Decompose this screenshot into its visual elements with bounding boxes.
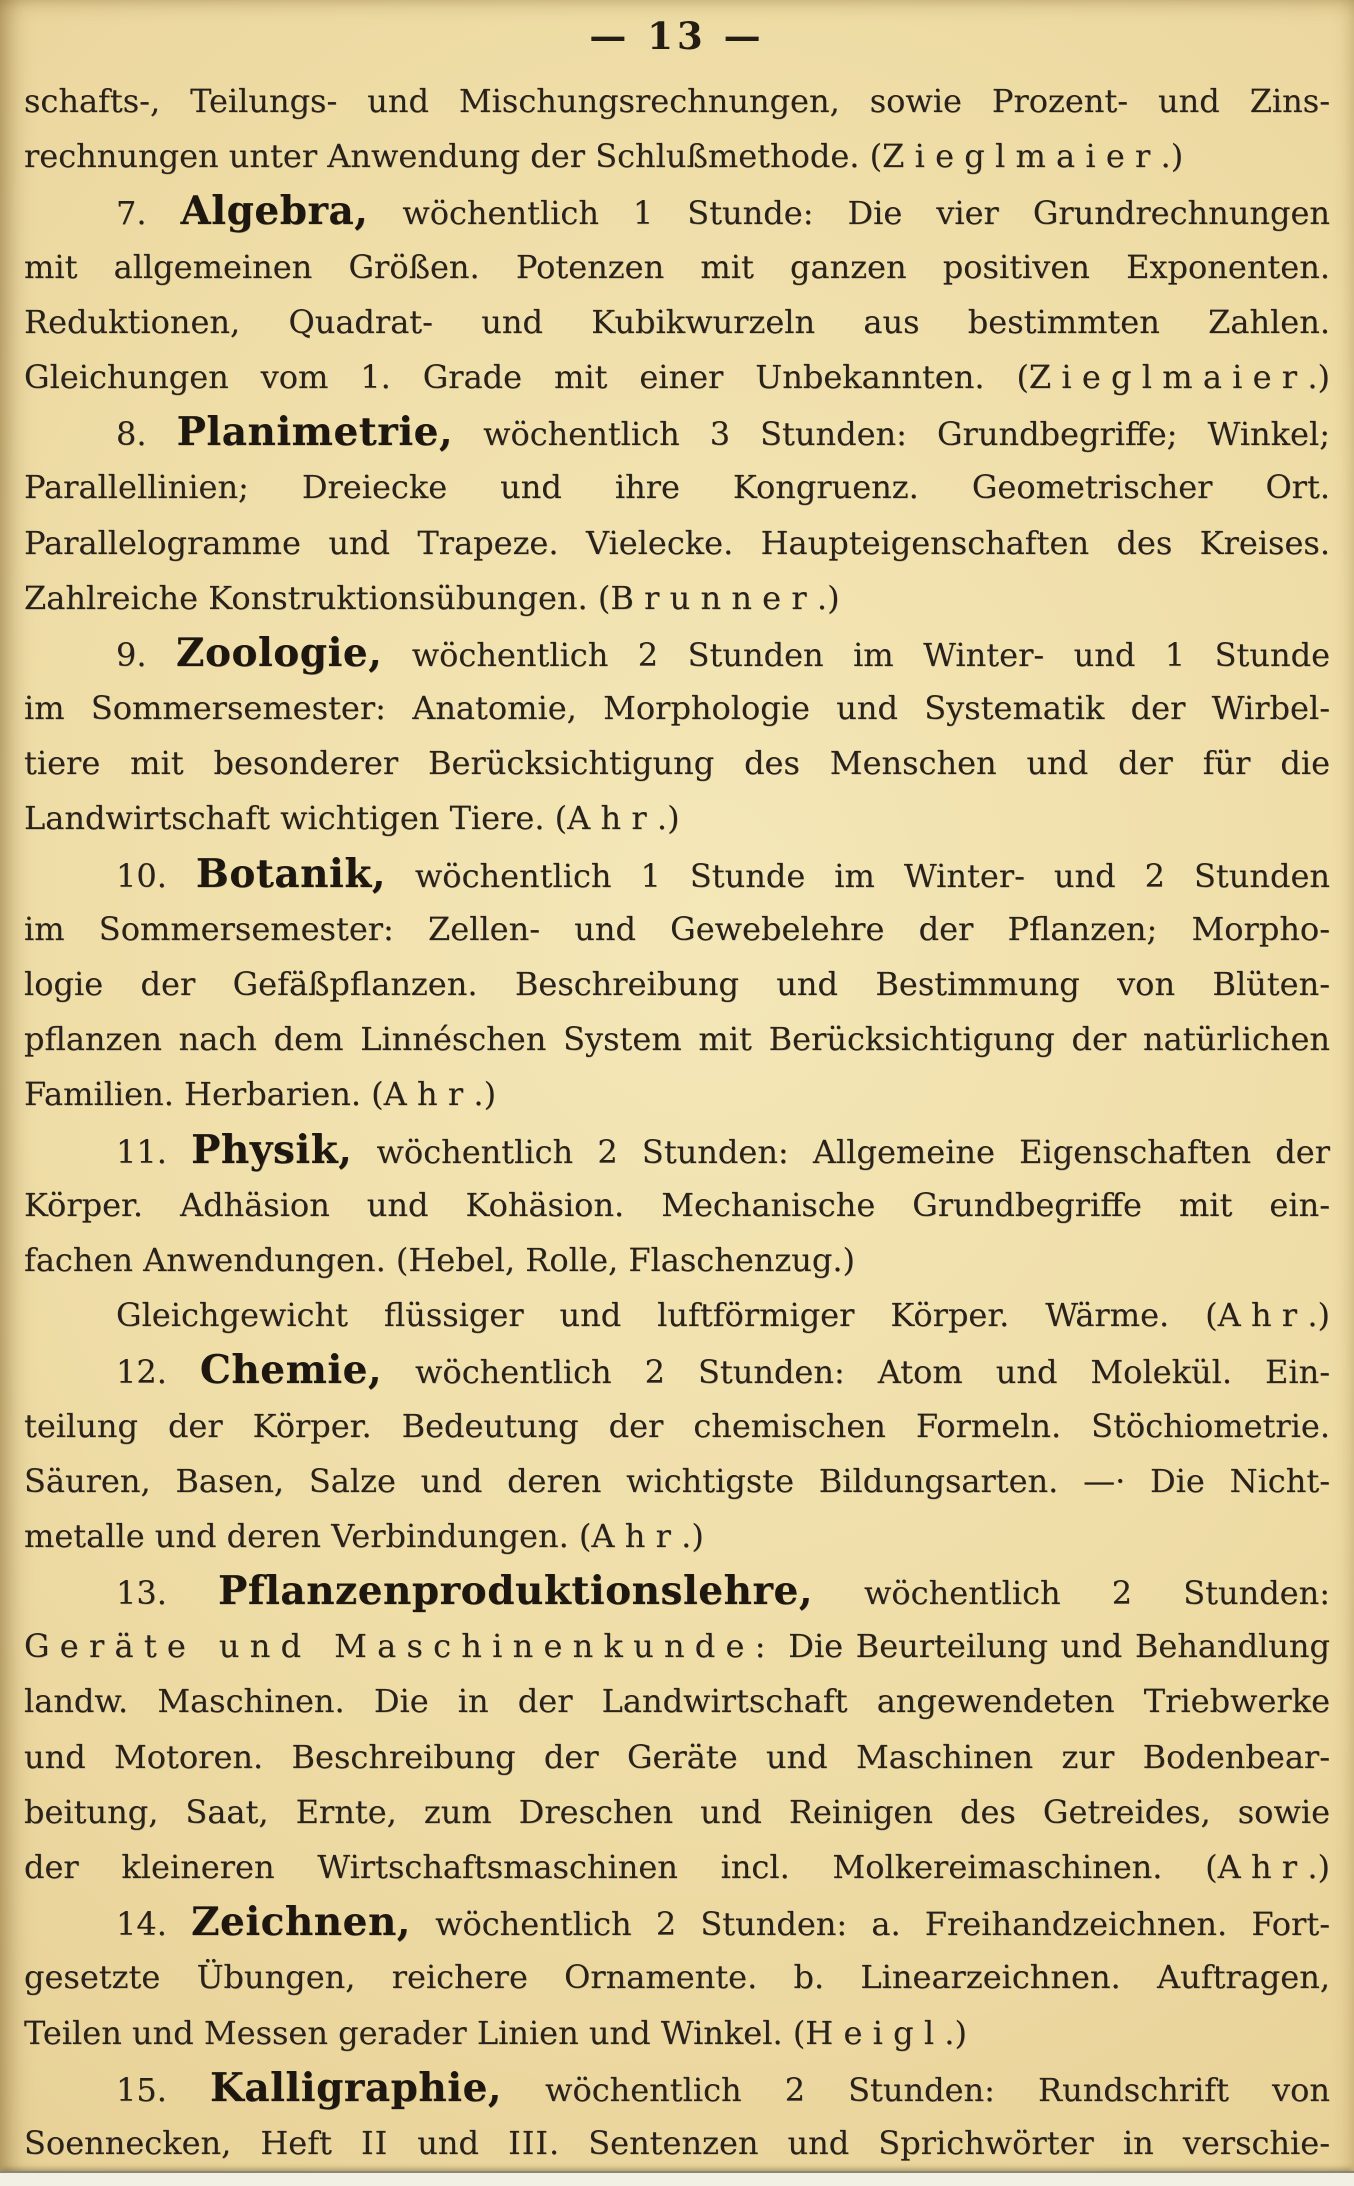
- text-segment: 8.: [116, 415, 177, 454]
- text-segment: der kleineren Wirtschaftsmaschinen incl. Molkereimaschinen. (: [24, 1848, 1218, 1886]
- text-line: [24, 184, 1330, 239]
- letterspaced-text: Geräte und Maschinenkunde:: [24, 1627, 776, 1666]
- roman-numeral: III: [508, 2123, 549, 2162]
- text-line: [24, 2006, 1330, 2061]
- text-segment: 7.: [116, 194, 181, 233]
- text-line: [24, 847, 1330, 902]
- text-segment: und: [388, 2123, 509, 2162]
- text-line: [24, 1343, 1330, 1398]
- text-line: [24, 791, 1330, 846]
- text-line: [24, 1178, 1330, 1233]
- text-segment: logie der Gefäßpflanzen. Beschreibung und Bestimmung von Blüten-: [24, 965, 1330, 1003]
- letterspaced-text: Ahr: [567, 799, 657, 838]
- text-line: [24, 1509, 1330, 1564]
- text-segment: Parallellinien; Dreiecke und ihre Kongruenz. Geometrischer Ort.: [24, 468, 1330, 507]
- text-line: [24, 1785, 1330, 1840]
- text-line: [24, 1619, 1330, 1674]
- letterspaced-text: Ahr: [591, 1516, 682, 1555]
- text-segment: pflanzen nach dem Linnéschen System mit Berücksichtigung der natürlichen: [24, 1020, 1330, 1059]
- text-line: [24, 571, 1330, 626]
- subject-heading: Physik,: [191, 1126, 353, 1173]
- text-segment: .): [816, 578, 840, 617]
- text-segment: Teilen und Messen gerader Linien und Winkel. (: [24, 2013, 806, 2052]
- text-segment: und Motoren. Beschreibung der Geräte und Maschinen zur Bodenbear-: [24, 1737, 1330, 1776]
- text-segment: 14.: [116, 1905, 192, 1944]
- page-lines: [24, 74, 1330, 2171]
- text-line: [24, 1674, 1330, 1729]
- text-segment: .): [1160, 137, 1184, 176]
- subject-heading: Zoologie,: [175, 629, 383, 676]
- letterspaced-text: Zieglmaier: [882, 137, 1161, 176]
- text-segment: . Sentenzen und Sprichwörter in verschie-: [548, 2123, 1331, 2162]
- text-segment: Parallelogramme und Trapeze. Vielecke. Haupteigenschaften des Kreises.: [24, 523, 1330, 562]
- text-segment: 13.: [116, 1574, 218, 1613]
- text-segment: wöchentlich 2 Stunden: Rundschrift von: [501, 2070, 1330, 2109]
- text-line: [24, 736, 1330, 791]
- text-segment: Soennecken, Heft: [24, 2123, 361, 2162]
- letterspaced-text: Ahr: [383, 1075, 474, 1114]
- text-line: [24, 1950, 1330, 2005]
- text-line: [24, 1123, 1330, 1178]
- text-segment: 10.: [116, 856, 196, 895]
- text-segment: Familien. Herbarien. (: [24, 1075, 384, 1114]
- subject-heading: Chemie,: [199, 1347, 383, 1394]
- text-segment: 15.: [116, 2070, 210, 2109]
- text-segment: schafts-, Teilungs- und Mischungsrechnungen, sowie Prozent- und Zins-: [24, 82, 1330, 120]
- text-segment: wöchentlich 2 Stunden im Winter- und 1 Stunde: [382, 635, 1331, 674]
- subject-heading: Algebra,: [180, 188, 369, 235]
- text-segment: wöchentlich 2 Stunden:: [812, 1574, 1331, 1613]
- text-line: [24, 1233, 1330, 1288]
- text-line: [24, 1454, 1330, 1509]
- text-line: [24, 1067, 1330, 1122]
- text-line: [24, 240, 1330, 295]
- text-segment: im Sommersemester: Anatomie, Morphologie und Systematik der Wirbel-: [24, 689, 1330, 728]
- text-segment: wöchentlich 2 Stunden: a. Freihandzeichnen. Fort-: [410, 1905, 1331, 1944]
- text-line: [24, 1564, 1330, 1619]
- text-line: [24, 460, 1330, 515]
- roman-numeral: II: [360, 2123, 389, 2162]
- text-segment: wöchentlich 2 Stunden: Allgemeine Eigenschaften der: [352, 1132, 1331, 1171]
- subject-heading: Zeichnen,: [191, 1899, 411, 1946]
- text-segment: Gleichgewicht flüssiger und luftförmiger Körper. Wärme. (: [116, 1296, 1218, 1335]
- text-line: [24, 957, 1330, 1012]
- text-segment: wöchentlich 1 Stunde im Winter- und 2 Stunden: [385, 856, 1331, 895]
- letterspaced-text: Zieglmaier: [1028, 357, 1308, 396]
- text-segment: tiere mit besonderer Berücksichtigung des Menschen und der für die: [24, 744, 1330, 783]
- text-line: [24, 681, 1330, 736]
- text-line: [24, 295, 1330, 350]
- text-line: [24, 2116, 1330, 2171]
- text-line: [24, 129, 1330, 184]
- page-number: — 13 —: [589, 14, 765, 58]
- text-segment: .): [473, 1075, 497, 1114]
- text-segment: gesetzte Übungen, reichere Ornamente. b. Linearzeichnen. Auftragen,: [24, 1958, 1330, 1997]
- text-segment: Zahlreiche Konstruktionsübungen. (: [24, 578, 611, 617]
- text-segment: Gleichungen vom 1. Grade mit einer Unbekannten. (: [24, 357, 1029, 396]
- text-segment: landw. Maschinen. Die in der Landwirtschaft angewendeten Triebwerke: [24, 1682, 1330, 1721]
- text-line: [24, 1840, 1330, 1895]
- text-segment: beitung, Saat, Ernte, zum Dreschen und Reinigen des Getreides, sowie: [24, 1792, 1330, 1831]
- text-segment: Reduktionen, Quadrat- und Kubikwurzeln aus bestimmten Zahlen.: [24, 302, 1330, 341]
- text-line: [24, 902, 1330, 957]
- letterspaced-text: Ahr: [1217, 1296, 1308, 1335]
- letterspaced-text: Heigl: [805, 2013, 945, 2052]
- text-segment: wöchentlich 3 Stunden: Grundbegriffe; Winkel;: [453, 415, 1331, 454]
- subject-heading: Pflanzenproduktionslehre,: [218, 1568, 813, 1615]
- text-line: [24, 626, 1330, 681]
- subject-heading: Planimetrie,: [176, 409, 454, 456]
- text-line: [24, 1399, 1330, 1454]
- text-segment: .): [1307, 357, 1330, 396]
- text-segment: 12.: [116, 1353, 200, 1392]
- letterspaced-text: Brunner: [610, 578, 817, 617]
- text-line: [24, 2061, 1330, 2116]
- text-line: [24, 1895, 1330, 1950]
- text-segment: teilung der Körper. Bedeutung der chemischen Formeln. Stöchiometrie.: [24, 1406, 1330, 1445]
- text-segment: 11.: [116, 1132, 192, 1171]
- scan-edge: [0, 2171, 1354, 2186]
- text-segment: wöchentlich 1 Stunde: Die vier Grundrechnungen: [368, 194, 1331, 233]
- text-line: [24, 1012, 1330, 1067]
- text-segment: Landwirtschaft wichtigen Tiere. (: [24, 799, 568, 838]
- text-segment: .): [944, 2013, 967, 2052]
- text-segment: wöchentlich 2 Stunden: Atom und Molekül. Ein-: [382, 1353, 1331, 1392]
- subject-heading: Botanik,: [195, 850, 386, 897]
- text-segment: fachen Anwendungen. (Hebel, Rolle, Flaschenzug.): [24, 1240, 855, 1279]
- text-line: [24, 74, 1330, 129]
- text-segment: 9.: [116, 635, 176, 674]
- text-line: [24, 405, 1330, 460]
- text-segment: .): [1307, 1848, 1330, 1886]
- text-segment: rechnungen unter Anwendung der Schlußmethode. (: [24, 137, 883, 176]
- text-segment: Körper. Adhäsion und Kohäsion. Mechanische Grundbegriffe mit ein-: [24, 1185, 1330, 1224]
- text-segment: .): [656, 799, 680, 838]
- text-segment: metalle und deren Verbindungen. (: [24, 1516, 592, 1555]
- text-segment: Säuren, Basen, Salze und deren wichtigste Bildungsarten. —· Die Nicht-: [24, 1461, 1330, 1500]
- text-segment: .): [1307, 1296, 1330, 1335]
- text-segment: mit allgemeinen Größen. Potenzen mit ganzen positiven Exponenten.: [24, 247, 1330, 286]
- text-line: [24, 1288, 1330, 1343]
- text-line: [24, 1730, 1330, 1785]
- text-segment: Die Beurteilung und Behandlung: [775, 1627, 1330, 1666]
- letterspaced-text: Ahr: [1217, 1848, 1308, 1886]
- subject-heading: Kalligraphie,: [209, 2064, 502, 2111]
- text-line: [24, 516, 1330, 571]
- text-segment: .): [681, 1516, 704, 1555]
- text-segment: im Sommersemester: Zellen- und Gewebelehre der Pflanzen; Morpho-: [24, 909, 1330, 948]
- text-line: [24, 350, 1330, 405]
